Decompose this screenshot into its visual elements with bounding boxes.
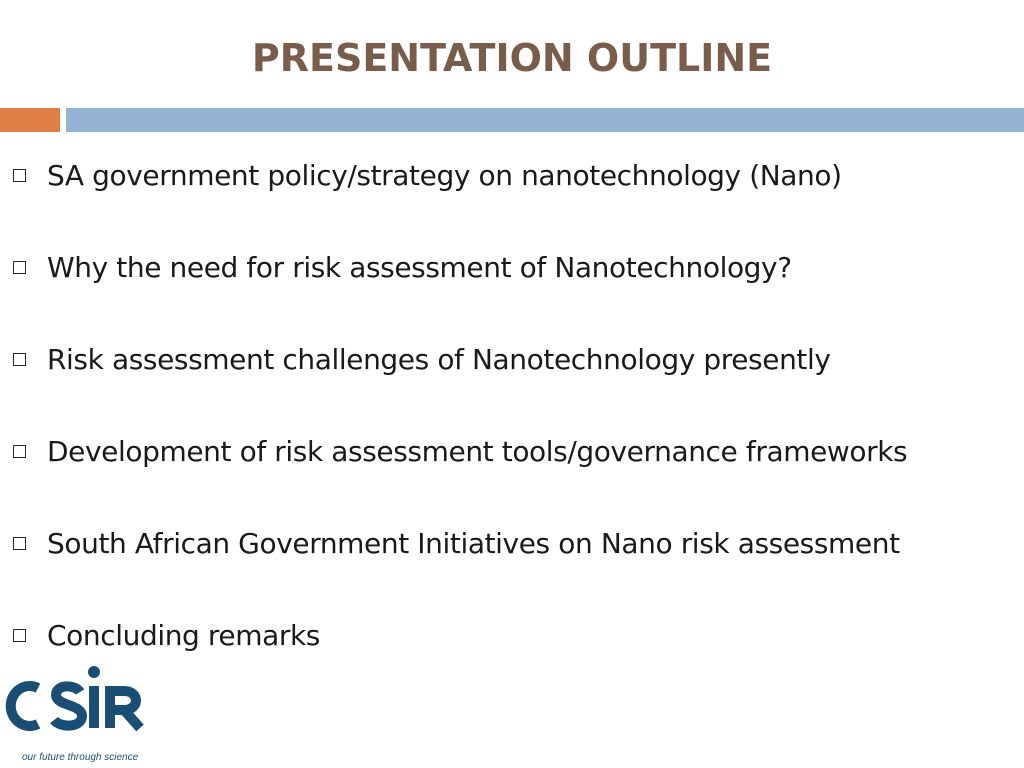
bullet-text: SA government policy/strategy on nanotechnology (Nano) xyxy=(47,159,842,192)
square-bullet-icon xyxy=(13,629,26,642)
bullet-text: Risk assessment challenges of Nanotechnology presently xyxy=(47,343,831,376)
bullet-text: Development of risk assessment tools/governance frameworks xyxy=(47,435,908,468)
bullet-item xyxy=(0,516,1024,608)
bullet-item xyxy=(0,332,1024,424)
bullet-item xyxy=(0,148,1024,240)
square-bullet-icon xyxy=(13,445,26,458)
bullet-text: South African Government Initiatives on Nano risk assessment xyxy=(47,527,900,560)
bullet-item xyxy=(0,424,1024,516)
bullet-list xyxy=(0,148,1024,700)
header-bar xyxy=(66,108,1024,132)
square-bullet-icon xyxy=(13,537,26,550)
square-bullet-icon xyxy=(13,353,26,366)
bullet-text: Why the need for risk assessment of Nanotechnology? xyxy=(47,251,792,284)
slide-title: PRESENTATION OUTLINE xyxy=(251,36,773,80)
bullet-item xyxy=(0,240,1024,332)
accent-bar xyxy=(0,108,60,132)
square-bullet-icon xyxy=(13,169,26,182)
logo-tagline: our future through science xyxy=(22,752,139,763)
bullet-text: Concluding remarks xyxy=(47,619,320,652)
square-bullet-icon xyxy=(13,261,26,274)
